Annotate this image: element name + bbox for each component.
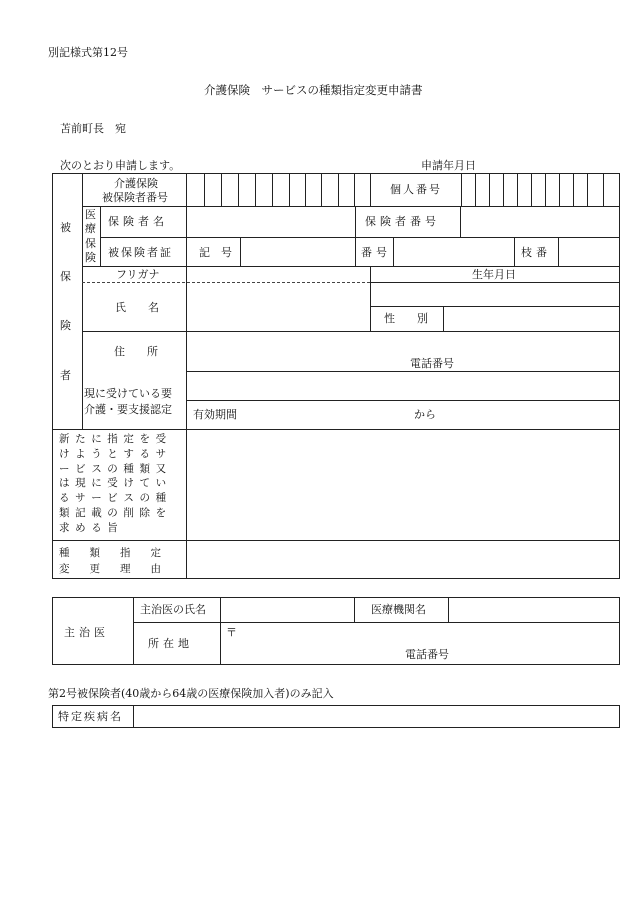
insured-side-label-3: 険	[60, 319, 71, 332]
service-request-field[interactable]	[187, 430, 619, 540]
medical-label-2: 療	[85, 222, 96, 235]
insurer-number-field[interactable]	[461, 207, 619, 237]
insurer-number-label: 保険者番号	[365, 215, 440, 228]
birthdate-label: 生年月日	[472, 268, 516, 281]
current-cert-label-2: 介護・要支援認定	[84, 403, 172, 416]
branch-label: 枝番	[521, 246, 551, 259]
postal-mark: 〒	[226, 626, 237, 639]
name-label: 氏 名	[115, 301, 159, 314]
service-request-label: 新たに指定を受 けようとするサ ービスの種類又 は現に受けてい るサービスの種 類記載の削除を 求める旨	[59, 433, 172, 534]
insured-side-label-4: 者	[60, 369, 71, 382]
insurer-name-label: 保険者名	[108, 215, 168, 228]
change-reason-label: 種類指定 変更理由	[59, 547, 181, 575]
location-label: 所在地	[148, 637, 193, 650]
number-label: 番号	[361, 246, 391, 259]
second-insured-note: 第2号被保険者(40歳から64歳の医療保険加入者)のみ記入	[48, 687, 334, 700]
form-number: 別記様式第12号	[48, 46, 128, 59]
institution-field[interactable]	[449, 598, 619, 622]
current-cert-label-1: 現に受けている要	[84, 387, 172, 400]
addressee: 苫前町長 宛	[60, 122, 126, 135]
name-field[interactable]	[187, 283, 369, 331]
medical-label-3: 保	[85, 237, 96, 250]
personal-number-label: 個人番号	[390, 183, 442, 196]
address-label: 住 所	[114, 345, 158, 358]
physician-name-field[interactable]	[221, 598, 353, 622]
disease-field[interactable]	[134, 706, 619, 727]
insured-side-label-1: 被	[60, 221, 71, 234]
physician-name-label: 主治医の氏名	[140, 603, 206, 616]
medical-label-1: 医	[85, 208, 96, 221]
insured-number-label-1: 介護保険	[114, 177, 158, 190]
insured-number-label-2: 被保険者番号	[102, 191, 168, 204]
valid-period-label: 有効期間	[193, 408, 237, 421]
from-label: から	[414, 408, 436, 421]
symbol-label: 記 号	[199, 246, 232, 259]
furigana-label: フリガナ	[116, 268, 160, 281]
insured-card-label: 被保険者証	[108, 246, 173, 259]
institution-label: 医療機関名	[371, 603, 426, 616]
medical-label-4: 険	[85, 251, 96, 264]
form-title: 介護保険 サービスの種類指定変更申請書	[204, 83, 423, 97]
change-reason-field[interactable]	[187, 541, 619, 578]
application-date-label: 申請年月日	[421, 159, 476, 172]
sex-label: 性 別	[384, 312, 428, 325]
phone-label: 電話番号	[410, 357, 454, 370]
disease-label: 特定疾病名	[58, 710, 123, 723]
intro-text: 次のとおり申請します。	[60, 159, 181, 172]
address-field[interactable]	[187, 332, 619, 371]
physician-phone-label: 電話番号	[405, 648, 449, 661]
location-field[interactable]	[221, 623, 619, 664]
insured-side-label-2: 保	[60, 270, 71, 283]
insurer-name-field[interactable]	[187, 207, 354, 237]
physician-side-label: 主治医	[64, 626, 109, 639]
